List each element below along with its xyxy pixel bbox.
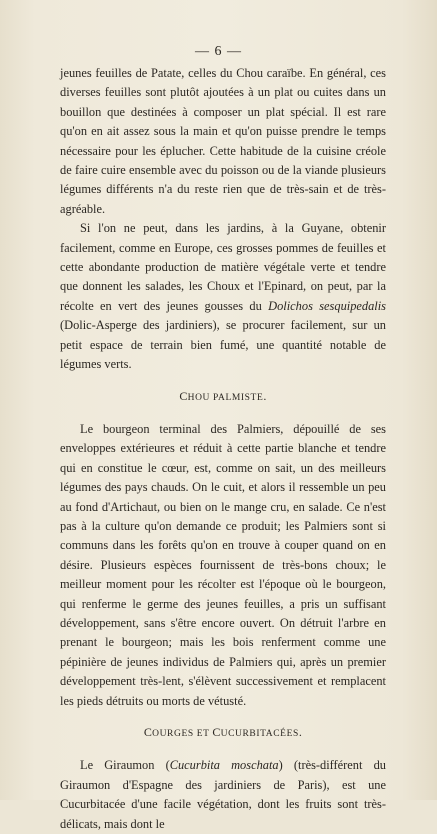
- species-name-dolichos: Dolichos sesquipedalis: [268, 298, 387, 313]
- paragraph-4-end: ) (très-différent du Giraumon d'Espagne des jardiniers de Paris), est une Cucurbitacée d'une facile végétation, dont les fruits sont très-délicats, mais dont le: [60, 758, 386, 831]
- species-name-cucurbita: Cucurbita moschata: [169, 758, 279, 773]
- section-heading-chou-palmiste: [60, 387, 386, 408]
- section-heading-courges: [60, 723, 386, 744]
- paragraph-2: [60, 219, 386, 374]
- paragraph-1: jeunes feuilles de Patate, celles du Chou caraïbe. En général, ces diverses feuilles sont plutôt ajoutées à un plat ou cuites dans un bouillon que destinées à composer un plat spécial. Il est rare qu'on en ait assez sous la main et qu'on puisse prendre le temps nécessaire pour les éplucher. Cette habitude de la cuisine créole de faire cuire ensemble avec du poisson ou de la viande plusieurs légumes différents n'a du reste rien que de très-sain et de très-agréable.: [60, 66, 386, 216]
- page-number: — 6 —: [195, 44, 242, 59]
- heading-1-smallcaps: HOU PALMISTE: [187, 392, 264, 403]
- paragraph-3: Le bourgeon terminal des Palmiers, dépouillé de ses enveloppes extérieures et réduit à cette partie blanche et tendre qui en constitue le cœur, est, comme on sait, un des meilleurs légumes des pays chauds. On le cuit, et alors il ressemble un peu au fond d'Artichaut, ou bien on le mange cru, en salade. Ce n'est pas à la culture qu'on demande ce produit; les Palmiers sont si communs dans les forêts qu'on en trouve à couper quand on en désire. Plusieurs espèces fournissent de très-bons choux; le meilleur moment pour les récolter est l'époque où le bourgeon, qui renferme le germe des jeunes feuilles, a pris un suffisant développement, sans s'être encore ouvert. On détruit l'arbre en prenant le bourgeon; mais les bois renferment comme une pépinière de jeunes individus de Palmiers qui, après un premier développement très-lent, s'élèvent successivement et remplacent les pieds détruits ou morts de vétusté.: [60, 421, 386, 708]
- heading-2-smallcaps-1: OURGES ET: [152, 729, 213, 739]
- heading-2-initial-2: C: [212, 725, 221, 739]
- heading-2-initial-1: C: [143, 725, 153, 739]
- paragraph-4-start: Le Giraumon (: [80, 758, 170, 773]
- heading-2-period: .: [298, 725, 303, 739]
- paragraph-2-start: Si l'on ne peut, dans les jardins, à la Guyane, obtenir facilement, comme en Europe, ces grosses pommes de feuilles et cette abondante production de matière végétale verte et tendre que donnent les salades, les Choux et l'Epinard, on peut, par la récolte en vert des jeunes gousses du: [60, 221, 386, 313]
- heading-1-period: .: [263, 388, 267, 403]
- paragraph-2-end: (Dolic-Asperge des jardiniers), se procurer facilement, sur un petit espace de terrain bien fumé, une quantité notable de légumes verts.: [60, 318, 386, 372]
- heading-1-initial: C: [179, 388, 188, 403]
- heading-2-smallcaps-2: UCURBITACÉES: [220, 729, 299, 739]
- body-text: [60, 64, 386, 834]
- paragraph-4: [60, 756, 386, 834]
